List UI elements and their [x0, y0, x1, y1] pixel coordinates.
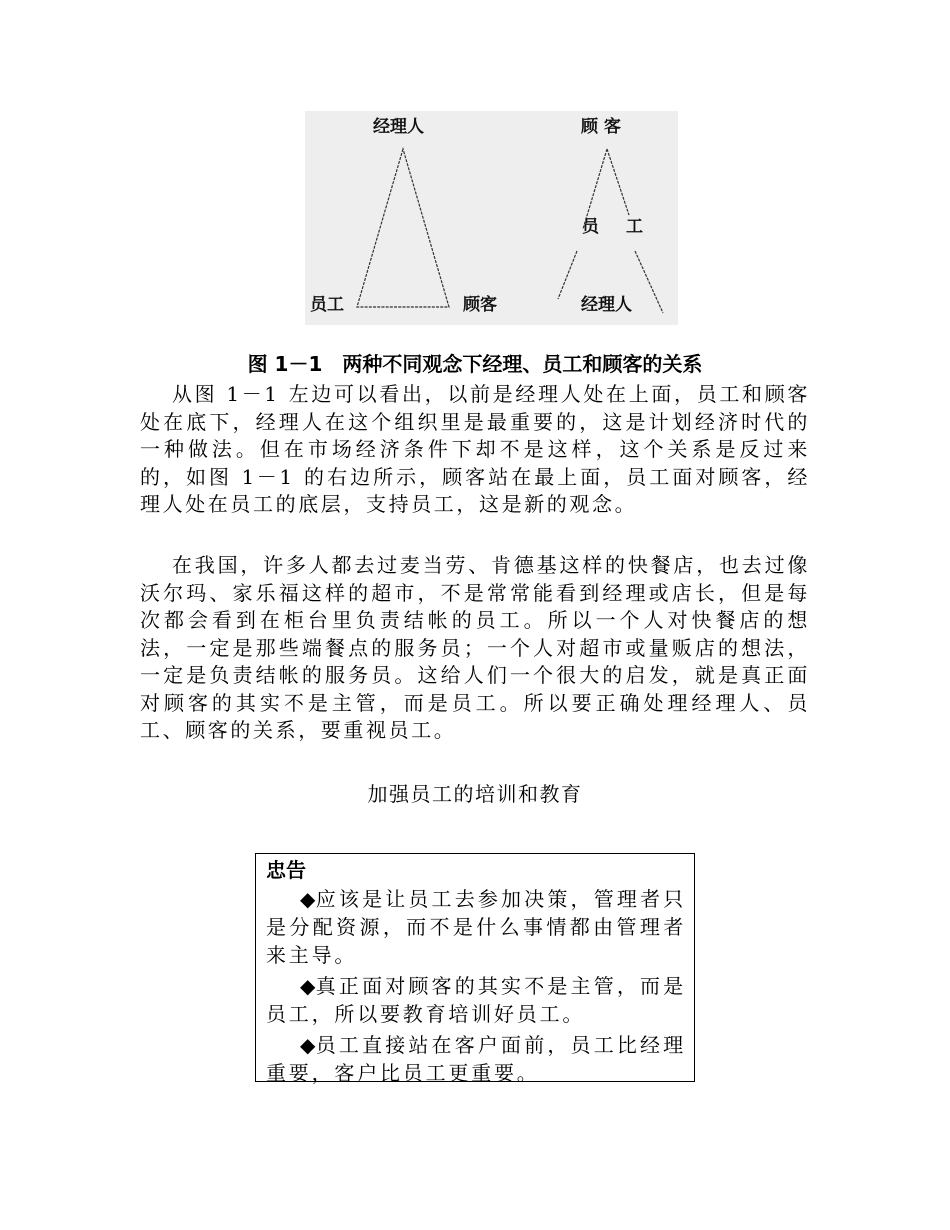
advice-item	[266, 1031, 686, 1087]
triangle-diagrams	[305, 111, 678, 325]
right-top-label: 顾 客	[581, 117, 621, 137]
right-triangle-lower-left	[558, 251, 577, 299]
paragraph-1: 从图 1－1 左边可以看出，以前是经理人处在上面，员工和顾客处在底下，经理人在这个组织里是最重要的，这是计划经济时代的一种做法。但在市场经济条件下却不是这样，这个关系是反过来的，如图 1－1 的右边所示，顾客站在最上面，员工面对顾客，经理人处在员工的底层，支持员工，这是新的观念。	[140, 382, 810, 516]
left-bottom-left-label: 员工	[310, 295, 344, 315]
right-bottom-label: 经理人	[581, 295, 632, 315]
advice-item-text: 员工直接站在客户面前，员工比经理重要，客户比员工更重要。	[266, 1033, 686, 1085]
figure-caption: 图 1－1 两种不同观念下经理、员工和顾客的关系	[247, 352, 703, 376]
advice-box	[255, 853, 695, 1085]
left-top-label: 经理人	[373, 117, 424, 137]
paragraph-2: 在我国，许多人都去过麦当劳、肯德基这样的快餐店，也去过像沃尔玛、家乐福这样的超市，不是常常能看到经理或店长，但是每次都会看到在柜台里负责结帐的员工。所以一个人对快餐店的想法，一定是那些端餐点的服务员；一个人对超市或量贩店的想法，一定是负责结帐的服务员。这给人们一个很大的启发，就是真正面对顾客的其实不是主管，而是员工。所以要正确处理经理人、员工、顾客的关系，要重视员工。	[140, 553, 810, 742]
advice-item	[266, 972, 686, 1028]
advice-item	[266, 885, 686, 969]
right-triangle-upper-right	[607, 149, 629, 215]
advice-item-text: 应该是让员工去参加决策，管理者只是分配资源，而不是什么事情都由管理者来主导。	[266, 887, 686, 967]
relationship-figure	[305, 111, 678, 325]
section-title: 加强员工的培训和教育	[367, 782, 583, 806]
diamond-bullet-icon: ◆	[300, 887, 316, 911]
advice-title: 忠告	[266, 858, 306, 882]
right-middle-left-label: 员	[582, 217, 599, 237]
left-triangle	[357, 149, 449, 307]
advice-item-text: 真正面对顾客的其实不是主管，而是员工，所以要教育培训好员工。	[266, 974, 686, 1026]
left-bottom-right-label: 顾客	[463, 295, 497, 315]
diamond-bullet-icon: ◆	[300, 1033, 316, 1057]
right-triangle-lower-right	[635, 251, 663, 313]
right-middle-right-label: 工	[626, 217, 643, 237]
diamond-bullet-icon: ◆	[300, 974, 316, 998]
